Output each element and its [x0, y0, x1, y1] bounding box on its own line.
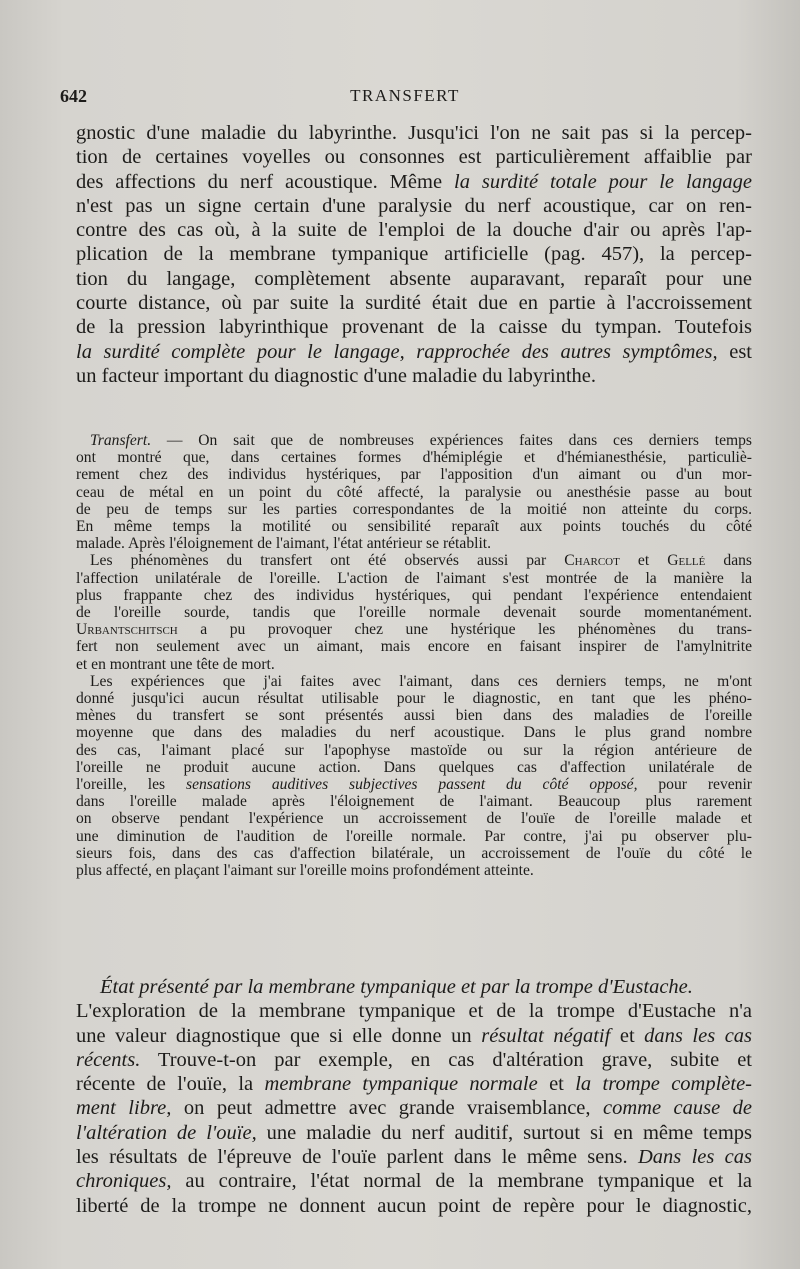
- text-line: liberté de la trompe ne donnent aucun point de repère pour le diagnostic,: [76, 1194, 752, 1217]
- text-line: l'affection unilatérale de l'oreille. L'action de l'aimant s'est montrée de la manière la: [76, 569, 752, 587]
- text-line: rement chez des individus hystériques, par l'apposition d'un aimant ou d'un mor-: [76, 466, 752, 484]
- text-line: ceau de métal en un point du côté affecté, la paralysie ou anesthésie passe au bout: [76, 483, 752, 501]
- text-line: mènes du transfert se sont présentés aussi bien dans des maladies de l'oreille: [76, 707, 752, 725]
- text-line: de la pression labyrinthique provenant de la caisse du tympan. Toutefois: [76, 316, 752, 339]
- text-line: plus frappante chez des individus hystériques, qui pendant l'expérience entendaient: [76, 586, 752, 604]
- text-line: des affections du nerf acoustique. Même la surdité totale pour le langage: [76, 170, 752, 193]
- author-name: Gellé: [667, 552, 706, 570]
- text-line: la surdité complète pour le langage, rapprochée des autres symptômes, est: [76, 340, 752, 363]
- text-line: ont montré que, dans certaines formes d'hémiplégie et d'hémianesthésie, particuliè-: [76, 449, 752, 467]
- text-line: Transfert. — On sait que de nombreuses expériences faites dans ces derniers temps: [90, 432, 752, 449]
- text-line: moyenne que dans des maladies du nerf acoustique. Dans le plus grand nombre: [76, 724, 752, 742]
- text-line: L'exploration de la membrane tympanique et de la trompe d'Eustache n'a: [76, 1000, 752, 1023]
- text-line: tion de certaines voyelles ou consonnes est particulièrement affaiblie par: [76, 146, 752, 169]
- text-line: l'oreille, les sensations auditives subjectives passent du côté opposé, pour revenir: [76, 776, 752, 794]
- running-title: TRANSFERT: [350, 86, 460, 105]
- text-line: contre des cas où, à la suite de l'emploi de la douche d'air ou après l'ap-: [76, 219, 752, 242]
- text-line: et en montrant une tête de mort.: [76, 655, 275, 673]
- text-line: malade. Après l'éloignement de l'aimant, l'état antérieur se rétablit.: [76, 535, 492, 553]
- text-line: courte distance, où par suite la surdité était due en partie à l'accroissement: [76, 292, 752, 315]
- text-line: récente de l'ouïe, la membrane tympanique normale et la trompe complète-: [76, 1073, 753, 1096]
- author-name: Charcot: [564, 552, 620, 570]
- text-line: tion du langage, complètement absente auparavant, reparaît pour une: [76, 267, 752, 290]
- text-line: l'oreille ne produit aucune action. Dans quelques cas d'affection unilatérale de: [76, 758, 752, 776]
- text-line: donné jusqu'ici aucun résultat utilisable pour le diagnostic, en tant que les phéno-: [76, 690, 752, 708]
- page-header: [60, 86, 750, 112]
- text-line: sieurs fois, dans des cas d'affection bilatérale, un accroissement de l'ouïe du côté le: [76, 844, 752, 862]
- text-line: Les phénomènes du transfert ont été observés aussi par Charcot et Gellé dans: [90, 552, 752, 570]
- text-line: on observe pendant l'expérience un accroissement de l'ouïe de l'oreille malade et: [76, 810, 752, 828]
- section-label: Transfert.: [90, 432, 152, 449]
- text-line: l'altération de l'ouïe, une maladie du nerf auditif, surtout si en même temps: [76, 1121, 752, 1144]
- text-line: les résultats de l'épreuve de l'ouïe parlent dans le même sens. Dans les cas: [76, 1146, 752, 1169]
- text-line: récents. Trouve-t-on par exemple, en cas d'altération grave, subite et: [76, 1048, 752, 1071]
- text-line: gnostic d'une maladie du labyrinthe. Jusqu'ici l'on ne sait pas si la percep-: [76, 122, 752, 144]
- text-line: des cas, l'aimant placé sur l'apophyse mastoïde ou sur la région antérieure de: [76, 741, 752, 759]
- text-line: une diminution de l'audition de l'oreille normale. Par contre, j'ai pu observer plu-: [76, 827, 752, 845]
- section-heading: État présenté par la membrane tympanique et par la trompe d'Eustache.: [100, 976, 693, 998]
- text-line: une valeur diagnostique que si elle donne un résultat négatif et dans les cas: [76, 1024, 753, 1047]
- transfert-section: [76, 432, 752, 879]
- text-line: de peu de temps sur les parties correspondantes de la moitié non atteinte du corps.: [76, 500, 752, 518]
- text-line: plus affecté, en plaçant l'aimant sur l'oreille moins profondément atteinte.: [76, 862, 534, 880]
- text-line: ment libre, on peut admettre avec grande vraisemblance, comme cause de: [76, 1097, 753, 1120]
- text-line: Les expériences que j'ai faites avec l'aimant, dans ces derniers temps, ne m'ont: [90, 672, 752, 690]
- text-line: En même temps la motilité ou sensibilité reparaît aux points touchés du côté: [76, 518, 752, 536]
- text-line: n'est pas un signe certain d'une paralysie du nerf acoustique, car on ren-: [76, 194, 752, 217]
- author-name: Urbantschitsch: [76, 621, 178, 639]
- text-line: plication de la membrane tympanique artificielle (pag. 457), la percep-: [76, 243, 752, 266]
- text-line: Urbantschitsch a pu provoquer chez une hystérique les phénomènes du trans-: [76, 621, 752, 639]
- page-number: 642: [60, 86, 87, 106]
- intro-paragraph: [76, 121, 752, 388]
- text-line: de l'oreille sourde, tandis que l'oreille normale devenait sourde momentanément.: [76, 604, 752, 622]
- text-line: chroniques, au contraire, l'état normal de la membrane tympanique et la: [76, 1170, 752, 1193]
- text-line: fert non seulement avec un aimant, mais encore en faisant inspirer de l'amylnitrite: [76, 638, 752, 656]
- text-line: dans l'oreille malade après l'éloignement de l'aimant. Beaucoup plus rarement: [76, 793, 752, 811]
- etat-section: [76, 975, 752, 1218]
- text-line: un facteur important du diagnostic d'une maladie du labyrinthe.: [76, 364, 597, 387]
